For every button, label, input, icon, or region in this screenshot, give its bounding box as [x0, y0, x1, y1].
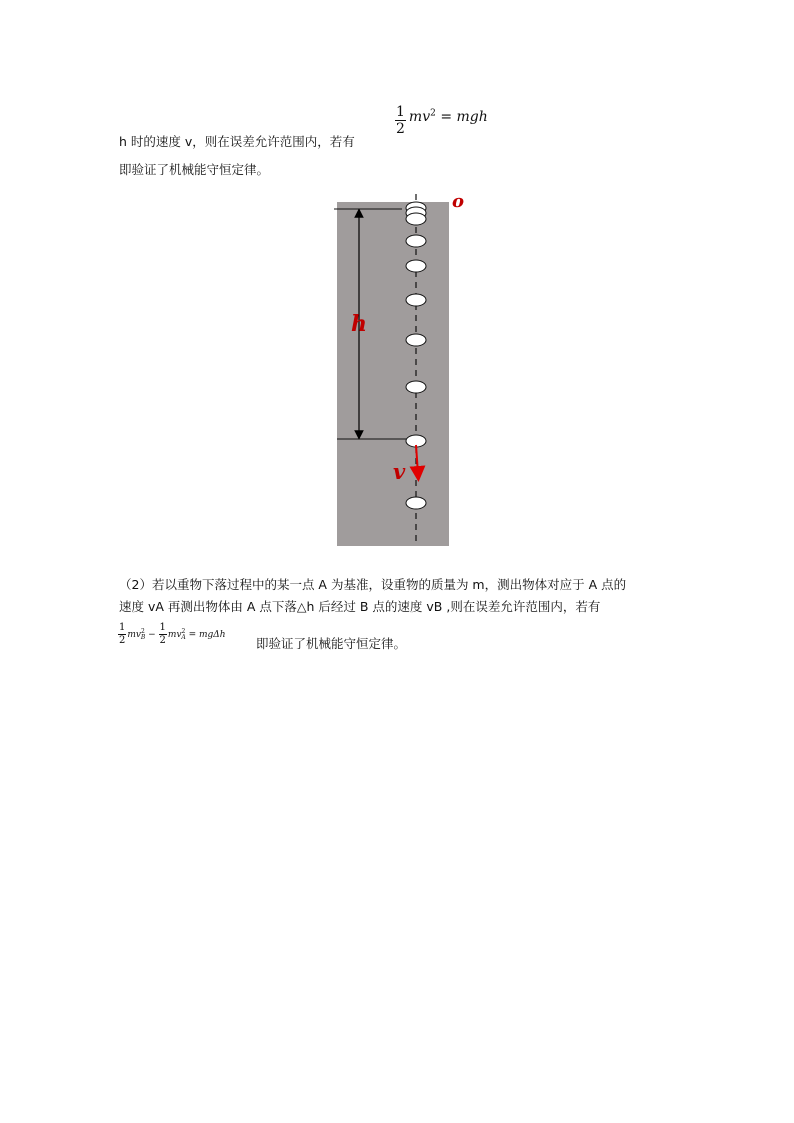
paragraph-line-2: 即验证了机械能守恒定律。 — [119, 162, 270, 177]
equation-energy-difference: $\frac{1}{2}$ $mv^2_B$ − $\frac{1}{2}$ $mv^2_A = mg\Delta h$ — [119, 622, 226, 646]
tape-dot — [406, 213, 426, 225]
fraction-one-half: $\frac{1}{2}$ — [119, 622, 126, 646]
paragraph-line-1: h 时的速度 v，则在误差允许范围内，若有 — [119, 134, 355, 149]
tape-dot — [406, 260, 426, 272]
free-fall-svg — [330, 188, 470, 550]
tape-dot — [406, 334, 426, 346]
paragraph-line-3: （2）若以重物下落过程中的某一点 A 为基准，设重物的质量为 m，测出物体对应于 A 点的 — [119, 577, 627, 592]
paragraph-line-5: 即验证了机械能守恒定律。 — [256, 636, 407, 651]
tape-dot — [406, 381, 426, 393]
fraction-one-half: $\frac{1}{2}$ — [159, 622, 166, 646]
equation-half-mv-squared: $\frac{1}{2}$ $mv^2$ = mgh — [396, 104, 488, 137]
fraction-one-half: $\frac{1}{2}$ — [396, 104, 405, 137]
tape-dot — [406, 294, 426, 306]
free-fall-diagram — [330, 188, 470, 550]
label-h: h — [351, 311, 367, 337]
gray-panel — [337, 202, 449, 546]
tape-dot — [406, 497, 426, 509]
label-v: v — [393, 459, 406, 484]
tape-dot — [406, 235, 426, 247]
paragraph-line-4: 速度 vA 再测出物体由 A 点下落△h 后经过 B 点的速度 vB ,则在误差允许范围内，若有 — [119, 599, 601, 614]
label-o: o — [452, 191, 465, 212]
